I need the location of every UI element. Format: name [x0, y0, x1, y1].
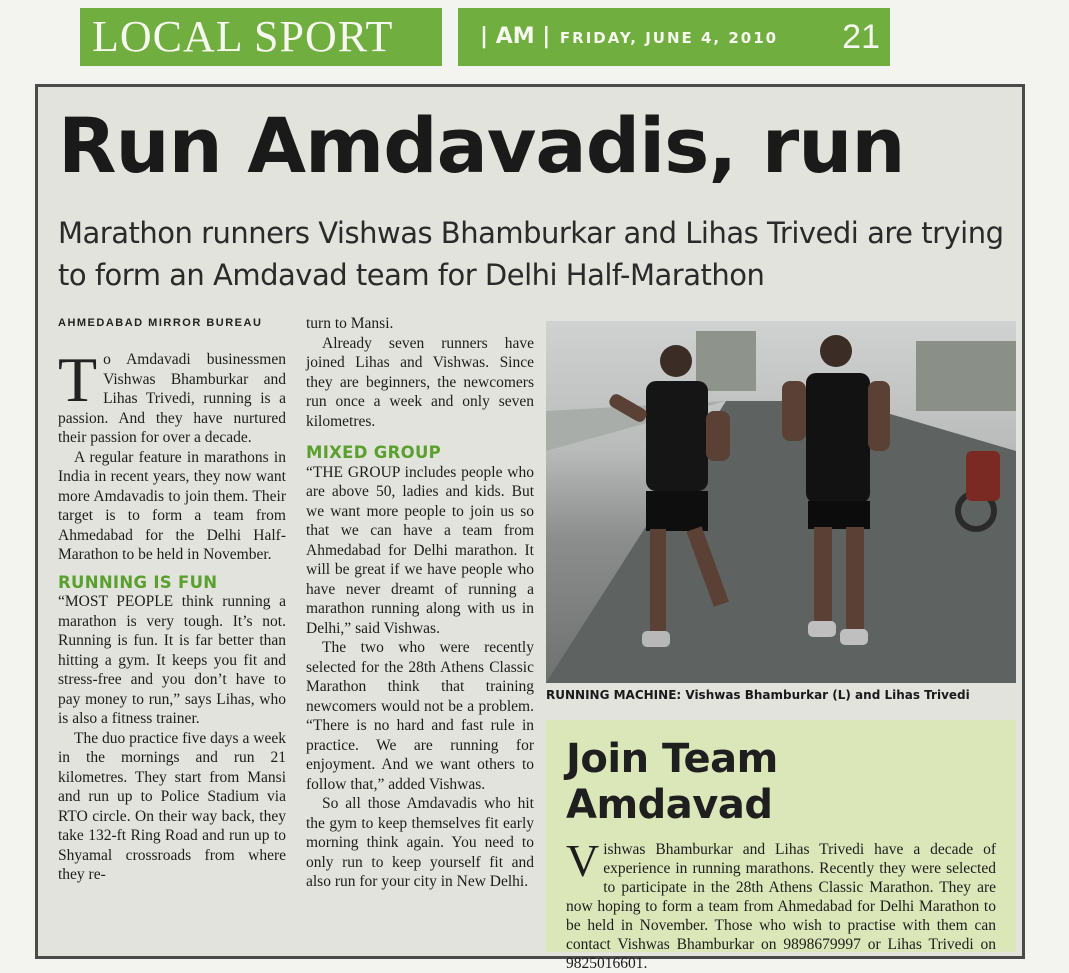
- article-column-2: [306, 314, 534, 954]
- section-title: LOCAL SPORT: [92, 12, 394, 61]
- page-number: 21: [842, 18, 880, 56]
- paragraph: turn to Mansi.: [306, 315, 394, 332]
- join-team-box: [546, 720, 1016, 972]
- paragraph: So all those Amdavadis who hit the gym to keep themselves fit early morning think again. You need to only run to keep yourself fit and also run for your city in New Delhi.: [306, 795, 534, 890]
- paragraph: “THE GROUP includes people who are above 50, ladies and kids. But we want more people to join us so that we can have a team from Ahmedabad for Delhi marathon. It will be great if we have people who have never dreamt of running a marathon running along with us in Delhi,” said Vishwas.: [306, 463, 534, 637]
- paragraph: o Amdavadi businessmen Vishwas Bhamburkar and Lihas Trivedi, running is a passion. And they have nurtured their passion for over a decade.: [58, 351, 286, 446]
- paragraph: The two who were recently selected for the 28th Athens Classic Marathon think that training newcomers would not be a problem. “There is no hard and fast rule in practice. We are running for enjoyment. And we want others to follow that,” added Vishwas.: [306, 639, 534, 793]
- runners-photo: [546, 321, 1016, 683]
- folio-banner: [458, 8, 890, 66]
- paragraph: A regular feature in marathons in India in recent years, they now want more Amdavadis to join them. Their target is to form a team from Ahmedabad for the Delhi Half-Marathon to be held in November.: [58, 448, 286, 563]
- box-text: ishwas Bhamburkar and Lihas Trivedi have a decade of experience in running marathons. Recently they were selected to participate in the 28th Athens Classic Marathon. They are now hoping to form a team from Ahmedabad for Delhi Marathon to be held in November. Those who wish to practise with them can contact Vishwas Bhamburkar on 9898679997 or Lihas Trivedi on 9825016601.: [566, 841, 996, 972]
- box-body: [566, 835, 996, 973]
- drop-cap: T: [58, 344, 98, 415]
- paragraph: Already seven runners have joined Lihas and Vishwas. Since they are beginners, the newcomers run once a week and only seven kilometres.: [306, 334, 534, 430]
- section-banner: [80, 8, 442, 66]
- box-drop-cap: V: [566, 835, 600, 886]
- runners-photo-illustration: [546, 321, 1016, 683]
- byline: AHMEDABAD MIRROR BUREAU: [58, 317, 263, 329]
- issue-date: FRIDAY, JUNE 4, 2010: [559, 29, 779, 47]
- section-heading-running-is-fun: RUNNING IS FUN: [58, 572, 218, 592]
- section-heading-mixed-group: MIXED GROUP: [306, 443, 442, 462]
- headline: Run Amdavadis, run: [58, 101, 905, 190]
- article-column-1: [58, 344, 286, 955]
- box-title: Join Team Amdavad: [566, 736, 778, 828]
- paragraph: The duo practice five days a week in the mornings and run 21 kilometres. They start from Mansi and run up to Police Stadium via RTO circle. On their way back, they take 132-ft Ring Road and run up to Shyamal crossroads from where they re-: [58, 729, 286, 883]
- paper-name: | AM |: [480, 24, 551, 49]
- subheadline: Marathon runners Vishwas Bhamburkar and Lihas Trivedi are trying to form an Amdavad team for Delhi Half-Marathon: [58, 216, 1004, 292]
- paragraph: “MOST PEOPLE think running a marathon is very tough. It’s not. Running is fun. It is far better than hitting a gym. It keeps you fit and stress-free and you don’t have to pay money to run,” says Lihas, who is also a fitness trainer.: [58, 593, 286, 727]
- photo-caption: RUNNING MACHINE: Vishwas Bhamburkar (L) and Lihas Trivedi: [546, 688, 970, 702]
